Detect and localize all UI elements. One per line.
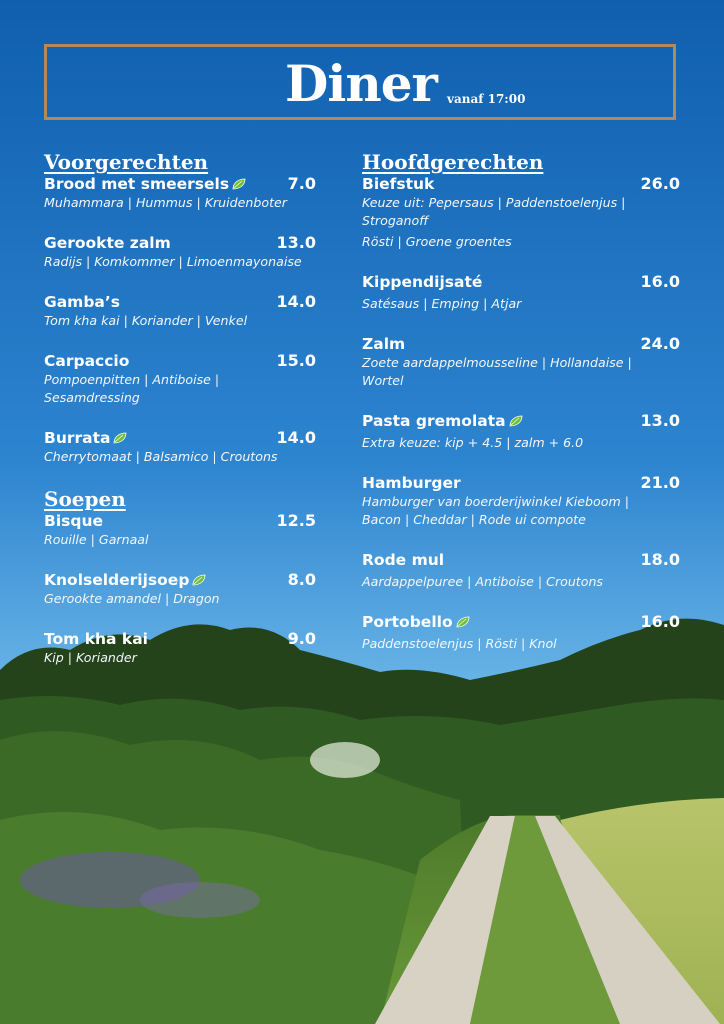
menu-item (44, 292, 316, 330)
menu-item-description: Radijs | Komkommer | Limoenmayonaise (44, 254, 302, 269)
menu-item-description: Paddenstoelenjus | Rösti | Knol (362, 636, 557, 651)
menu-item-price: 24.0 (640, 334, 680, 353)
section-title-hoofdgerechten: Hoofdgerechten (362, 150, 544, 174)
vegetarian-leaf-icon (192, 574, 206, 586)
menu-item (362, 612, 680, 653)
menu-item (44, 174, 316, 212)
menu-item-description: Zoete aardappelmousseline | Hollandaise | Wortel (362, 355, 632, 388)
menu-item-price: 18.0 (640, 550, 680, 569)
menu-item-price: 14.0 (276, 292, 316, 311)
voorgerechten-list (44, 174, 316, 466)
menu-item-description: Aardappelpuree | Antiboise | Croutons (362, 574, 603, 589)
menu-item-description: Extra keuze: kip + 4.5 | zalm + 6.0 (362, 435, 584, 450)
menu-item-description: Kip | Koriander (44, 650, 137, 665)
menu-item-description: Keuze uit: Pepersaus | Paddenstoelenjus | Stroganoff (362, 195, 626, 228)
menu-item (44, 570, 316, 608)
menu-item (44, 428, 316, 466)
menu-item-name: Kippendijsaté (362, 273, 483, 291)
soepen-list (44, 511, 316, 667)
menu-item-name: Gamba’s (44, 293, 121, 311)
menu-item (362, 272, 680, 313)
menu-item-name: Gerookte zalm (44, 234, 171, 252)
menu-item (362, 174, 680, 251)
menu-item-name: Rode mul (362, 551, 445, 569)
menu-item-description: Pompoenpitten | Antiboise | Sesamdressing (44, 372, 220, 405)
menu-item-name: Biefstuk (362, 175, 435, 193)
menu-item (44, 511, 316, 549)
menu-item (362, 550, 680, 591)
menu-item (362, 473, 680, 529)
page-subtitle: vanaf 17:00 (447, 92, 526, 106)
menu-item-description: Hamburger van boerderijwinkel Kieboom | Bacon | Cheddar | Rode ui compote (362, 494, 629, 527)
menu-item (44, 629, 316, 667)
menu-item-name: Burrata (44, 428, 127, 448)
menu-item (362, 411, 680, 452)
menu-item-name: Tom kha kai (44, 630, 148, 648)
menu-item-price: 9.0 (287, 629, 316, 648)
right-column (362, 150, 680, 674)
vegetarian-leaf-icon (509, 415, 523, 427)
menu-item-price: 14.0 (276, 428, 316, 447)
vegetarian-leaf-icon (113, 432, 127, 444)
menu-item-name: Pasta gremolata (362, 411, 523, 431)
menu-item-name: Carpaccio (44, 352, 130, 370)
menu-item-price: 26.0 (640, 174, 680, 193)
menu-item-description: Rouille | Garnaal (44, 532, 149, 547)
menu-item-price: 15.0 (276, 351, 316, 370)
page-title: Diner (285, 54, 437, 113)
vegetarian-leaf-icon (456, 616, 470, 628)
menu-item-description: Satésaus | Emping | Atjar (362, 296, 522, 311)
menu-item-price: 21.0 (640, 473, 680, 492)
menu-item-price: 13.0 (276, 233, 316, 252)
vegetarian-leaf-icon (232, 178, 246, 190)
menu-item-name: Knolselderijsoep (44, 570, 206, 590)
menu-item-price: 12.5 (276, 511, 316, 530)
menu-item-description-extra: Rösti | Groene groentes (362, 234, 512, 249)
menu-item-name: Brood met smeersels (44, 174, 246, 194)
section-title-soepen: Soepen (44, 487, 126, 511)
menu-item (362, 334, 680, 390)
hoofdgerechten-list (362, 174, 680, 653)
menu-item-description: Muhammara | Hummus | Kruidenboter (44, 195, 287, 210)
menu-item-description: Cherrytomaat | Balsamico | Croutons (44, 449, 278, 464)
menu-item-price: 13.0 (640, 411, 680, 430)
menu-item-price: 16.0 (640, 612, 680, 631)
menu-item (44, 351, 316, 407)
menu-item (44, 233, 316, 271)
menu-item-description: Tom kha kai | Koriander | Venkel (44, 313, 248, 328)
menu-item-name: Hamburger (362, 474, 461, 492)
menu-item-price: 7.0 (287, 174, 316, 193)
menu-item-description: Gerookte amandel | Dragon (44, 591, 220, 606)
menu-item-name: Portobello (362, 612, 470, 632)
menu-item-name: Zalm (362, 335, 406, 353)
left-column (44, 150, 316, 688)
section-title-voorgerechten: Voorgerechten (44, 150, 209, 174)
menu-item-name: Bisque (44, 512, 103, 530)
menu-item-price: 16.0 (640, 272, 680, 291)
menu-item-price: 8.0 (287, 570, 316, 589)
